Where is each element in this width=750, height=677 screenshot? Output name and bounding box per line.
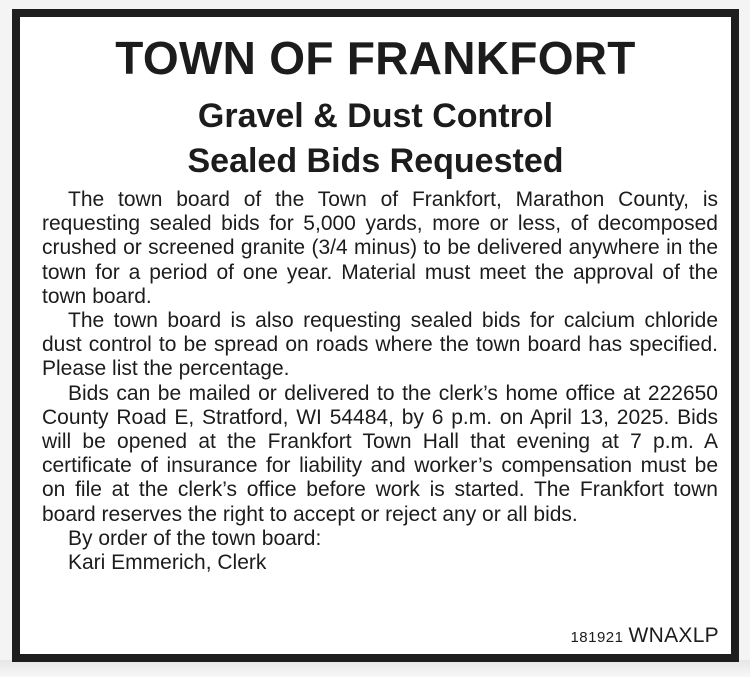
page-bottom-edge xyxy=(0,660,750,677)
paragraph-bid-submission: Bids can be mailed or delivered to the clerk’s home office at 222650 County Road E, Stratford, WI 54484, by 6 p.m. on April 13, 2025. Bids will be opened at the Frankfort Town Hall that evening at 7 p.m. A certificate of insurance for liability and worker’s compensation must be on file at the clerk’s office before work is started. The Frankfort town board reserves the right to accept or reject any or all bids. xyxy=(42,381,718,526)
ad-number: 181921 xyxy=(570,629,624,646)
notice-subtitle-gravel: Gravel & Dust Control xyxy=(197,97,554,135)
notice-subtitle-bids: Sealed Bids Requested xyxy=(187,142,564,180)
closing-line: By order of the town board: xyxy=(68,526,322,550)
ad-code: WNAXLP xyxy=(628,624,719,647)
signature-line: Kari Emmerich, Clerk xyxy=(68,551,267,575)
ad-identifier xyxy=(570,624,719,648)
legal-notice xyxy=(12,9,739,662)
paragraph-gravel: The town board of the Town of Frankfort, Marathon County, is requesting sealed bids for 5,000 yards, more or less, of decomposed crushed or screened granite (3/4 minus) to be delivered anywhere in the town for a period of one year. Material must meet the approval of the town board. xyxy=(42,188,718,308)
notice-title: TOWN OF FRANKFORT xyxy=(115,32,636,84)
paragraph-dust-control: The town board is also requesting sealed bids for calcium chloride dust control to be spread on roads where the town board has specified. Please list the percentage. xyxy=(42,309,718,381)
notice-body xyxy=(42,188,718,575)
